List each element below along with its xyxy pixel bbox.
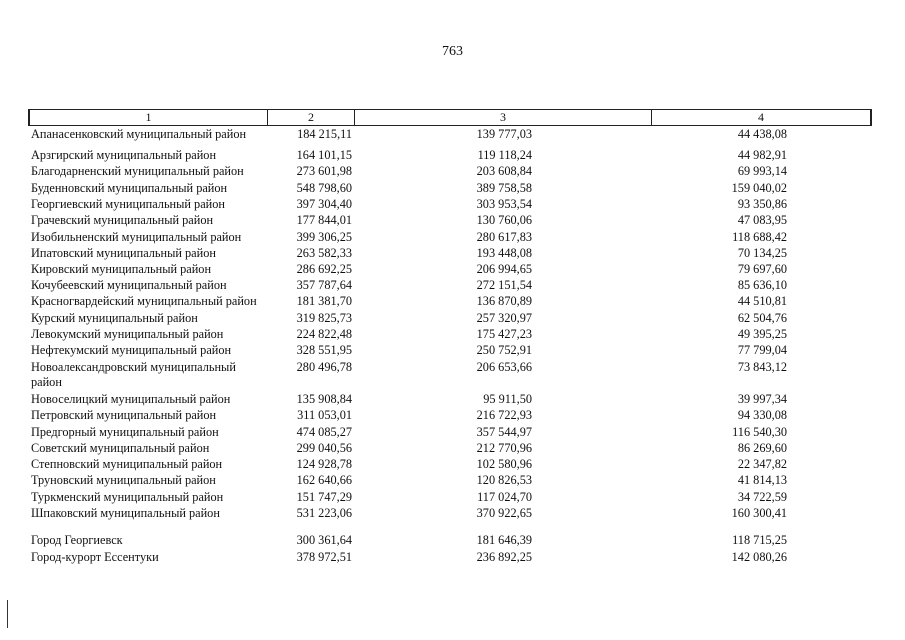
row-value-col2: 357 787,64: [296, 278, 352, 292]
row-name: Красногвардейский муниципальный район: [31, 294, 257, 308]
row-name: Новоселицкий муниципальный район: [31, 392, 231, 406]
row-value-col4: 44 510,81: [737, 294, 787, 308]
row-name: Изобильненский муниципальный район: [31, 230, 242, 244]
row-value-col3: 257 320,97: [476, 311, 532, 325]
row-value-col2: 399 306,25: [296, 230, 352, 244]
row-value-col3: 130 760,06: [476, 213, 532, 227]
row-value-col3: 136 870,89: [476, 294, 532, 308]
row-name-continuation: район: [31, 375, 62, 389]
row-value-col4: 70 134,25: [737, 246, 787, 260]
row-value-col2: 378 972,51: [296, 550, 352, 564]
row-name: Шпаковский муниципальный район: [31, 506, 220, 520]
row-value-col3: 272 151,54: [476, 278, 532, 292]
row-value-col2: 328 551,95: [296, 343, 352, 357]
row-value-col2: 177 844,01: [296, 213, 352, 227]
row-value-col2: 300 361,64: [296, 533, 352, 547]
row-name: Кировский муниципальный район: [31, 262, 212, 276]
row-value-col4: 93 350,86: [737, 197, 787, 211]
row-value-col4: 62 504,76: [737, 311, 787, 325]
row-name: Апанасенковский муниципальный район: [31, 127, 247, 141]
row-name: Кочубеевский муниципальный район: [31, 278, 227, 292]
column-header-3: 3: [355, 110, 652, 125]
row-value-col4: 79 697,60: [737, 262, 787, 276]
row-value-col3: 236 892,25: [476, 550, 532, 564]
row-value-col4: 47 083,95: [737, 213, 787, 227]
row-name: Новоалександровский муниципальный: [31, 360, 236, 374]
row-name: Курский муниципальный район: [31, 311, 198, 325]
row-value-col3: 206 994,65: [476, 262, 532, 276]
row-value-col4: 160 300,41: [731, 506, 787, 520]
row-value-col3: 370 922,65: [476, 506, 532, 520]
row-value-col2: 181 381,70: [296, 294, 352, 308]
row-value-col2: 286 692,25: [296, 262, 352, 276]
row-value-col3: 216 722,93: [476, 408, 532, 422]
row-value-col2: 135 908,84: [296, 392, 352, 406]
row-name: Советский муниципальный район: [31, 441, 210, 455]
row-name: Степновский муниципальный район: [31, 457, 223, 471]
row-value-col2: 273 601,98: [296, 164, 352, 178]
row-value-col4: 73 843,12: [737, 360, 787, 374]
row-name: Арзгирский муниципальный район: [31, 148, 217, 162]
row-value-col3: 212 770,96: [476, 441, 532, 455]
row-value-col3: 175 427,23: [476, 327, 532, 341]
row-value-col4: 94 330,08: [737, 408, 787, 422]
row-value-col2: 474 085,27: [296, 425, 352, 439]
row-value-col2: 164 101,15: [296, 148, 352, 162]
row-value-col3: 280 617,83: [476, 230, 532, 244]
row-value-col4: 77 799,04: [737, 343, 787, 357]
row-value-col3: 389 758,58: [476, 181, 532, 195]
row-value-col2: 319 825,73: [296, 311, 352, 325]
page-number: 763: [442, 44, 463, 59]
row-value-col4: 118 715,25: [732, 533, 787, 547]
row-value-col4: 44 982,91: [737, 148, 787, 162]
row-value-col4: 85 636,10: [737, 278, 787, 292]
row-value-col4: 34 722,59: [737, 490, 787, 504]
column-header-4: 4: [758, 110, 764, 124]
row-value-col3: 120 826,53: [476, 473, 532, 487]
row-value-col4: 49 395,25: [737, 327, 787, 341]
row-value-col2: 224 822,48: [296, 327, 352, 341]
row-name: Георгиевский муниципальный район: [31, 197, 225, 211]
row-value-col3: 117 024,70: [477, 490, 532, 504]
row-name: Город Георгиевск: [31, 533, 123, 547]
row-name: Предгорный муниципальный район: [31, 425, 219, 439]
row-value-col3: 357 544,97: [476, 425, 532, 439]
row-name: Петровский муниципальный район: [31, 408, 217, 422]
row-value-col4: 39 997,34: [737, 392, 787, 406]
row-value-col2: 184 215,11: [297, 127, 352, 141]
row-value-col2: 280 496,78: [296, 360, 352, 374]
row-value-col3: 139 777,03: [476, 127, 532, 141]
row-value-col4: 44 438,08: [737, 127, 787, 141]
row-name: Нефтекумский муниципальный район: [31, 343, 232, 357]
row-value-col4: 142 080,26: [731, 550, 787, 564]
row-value-col2: 531 223,06: [296, 506, 352, 520]
row-name: Буденновский муниципальный район: [31, 181, 228, 195]
row-value-col3: 102 580,96: [476, 457, 532, 471]
column-header-1: 1: [30, 110, 268, 125]
row-value-col4: 116 540,30: [732, 425, 787, 439]
row-name: Благодарненский муниципальный район: [31, 164, 244, 178]
row-value-col3: 206 653,66: [476, 360, 532, 374]
row-name: Левокумский муниципальный район: [31, 327, 224, 341]
scan-edge-mark: [7, 600, 8, 628]
row-name: Туркменский муниципальный район: [31, 490, 224, 504]
row-value-col4: 118 688,42: [732, 230, 787, 244]
row-value-col2: 124 928,78: [296, 457, 352, 471]
row-name: Город-курорт Ессентуки: [31, 550, 159, 564]
row-value-col3: 95 911,50: [483, 392, 532, 406]
row-name: Труновский муниципальный район: [31, 473, 216, 487]
row-value-col3: 303 953,54: [476, 197, 532, 211]
row-value-col3: 193 448,08: [476, 246, 532, 260]
row-name: Ипатовский муниципальный район: [31, 246, 216, 260]
row-value-col2: 263 582,33: [296, 246, 352, 260]
column-header-2: 2: [268, 110, 355, 125]
row-value-col3: 119 118,24: [477, 148, 532, 162]
row-value-col2: 299 040,56: [296, 441, 352, 455]
row-value-col2: 397 304,40: [296, 197, 352, 211]
row-value-col2: 162 640,66: [296, 473, 352, 487]
row-value-col3: 181 646,39: [476, 533, 532, 547]
row-value-col4: 22 347,82: [737, 457, 787, 471]
row-value-col4: 86 269,60: [737, 441, 787, 455]
row-value-col4: 159 040,02: [731, 181, 787, 195]
row-value-col3: 250 752,91: [476, 343, 532, 357]
row-value-col2: 548 798,60: [296, 181, 352, 195]
row-value-col4: 41 814,13: [737, 473, 787, 487]
row-value-col3: 203 608,84: [476, 164, 532, 178]
row-value-col2: 151 747,29: [296, 490, 352, 504]
row-value-col4: 69 993,14: [737, 164, 787, 178]
row-name: Грачевский муниципальный район: [31, 213, 214, 227]
row-value-col2: 311 053,01: [297, 408, 352, 422]
